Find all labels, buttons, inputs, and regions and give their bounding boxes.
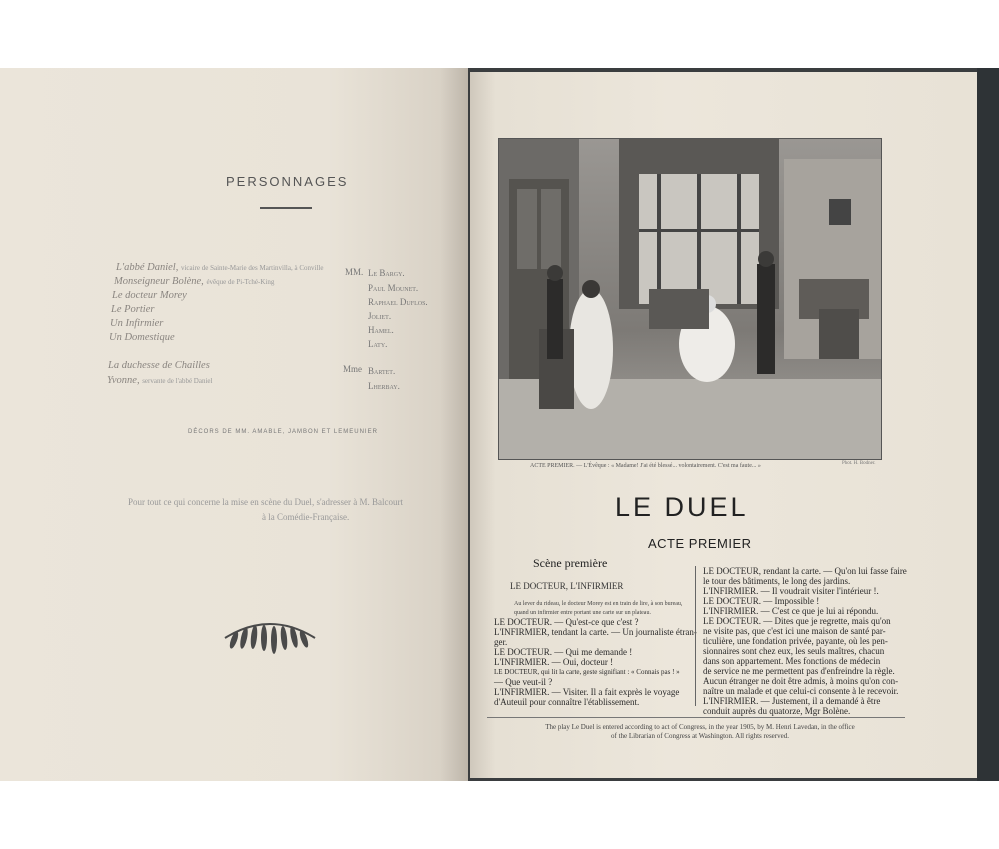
staging-note-line-1: Pour tout ce qui concerne la mise en scène du Duel, s'adresser à M. Balcourt <box>128 497 404 507</box>
cast-role-1: L'abbé Daniel, vicaire de Sainte-Marie des Martinvilla, à Conville <box>116 262 324 273</box>
footer-rule <box>487 717 905 718</box>
cast-role-4: Le Portier <box>111 304 155 315</box>
stage-photograph <box>498 138 882 460</box>
actor-7: Bartet. <box>368 366 396 376</box>
dialogue-line: L'INFIRMIER. — Visiter. Il a fait exprès le voyage <box>494 687 680 697</box>
dialogue-line: — Que veut-il ? <box>494 677 553 687</box>
decors-credit: DÉCORS DE MM. AMABLE, JAMBON ET LEMEUNIER <box>188 429 378 435</box>
ornament-icon <box>220 608 320 668</box>
dialogue-line: L'INFIRMIER. — Il voudrait visiter l'intérieur !. <box>703 586 879 596</box>
actor-4: Joliet. <box>368 311 392 321</box>
dialogue-line: ne visite pas, que c'est ici une maison de santé par- <box>703 626 886 636</box>
dialogue-line: sionnaires sont chez eux, les seuls maîtres, chacun <box>703 646 885 656</box>
dialogue-line: naître un malade et que celui-ci consente à le recevoir. <box>703 686 899 696</box>
scene-persons: LE DOCTEUR, L'INFIRMIER <box>510 581 624 591</box>
play-title: LE DUEL <box>615 492 749 522</box>
dialogue-line: conduit auprès du quatorze, Mgr Bolène. <box>703 706 851 716</box>
actor-3: Raphael Duflos. <box>368 297 428 307</box>
dialogue-line: d'Auteuil pour connaître l'établissement. <box>494 697 640 707</box>
cast-role-5: Un Infirmier <box>110 318 164 329</box>
cast-role-8: Yvonne, servante de l'abbé Daniel <box>107 375 213 386</box>
dialogue-line: L'INFIRMIER. — Justement, il a demandé à être <box>703 696 881 706</box>
mm-label: MM. <box>345 267 364 277</box>
dialogue-line: ger. <box>494 637 508 647</box>
cast-role-7: La duchesse de Chailles <box>108 360 210 371</box>
book-cover-edge <box>977 68 999 781</box>
dialogue-line: ticulière, une fondation privée, payante, où les pen- <box>703 636 888 646</box>
actor-5: Hamel. <box>368 325 394 335</box>
dialogue-line: LE DOCTEUR, rendant la carte. — Qu'on lui fasse faire <box>703 566 907 576</box>
dialogue-line: LE DOCTEUR. — Impossible ! <box>703 596 820 606</box>
dialogue-line: le tour des bâtiments, le long des jardins. <box>703 576 851 586</box>
dialogue-line: LE DOCTEUR. — Qu'est-ce que c'est ? <box>494 617 639 627</box>
dialogue-line: L'INFIRMIER, tendant la carte. — Un journaliste étran- <box>494 627 697 637</box>
dialogue-line: LE DOCTEUR. — Qui me demande ! <box>494 647 633 657</box>
act-title: ACTE PREMIER <box>648 536 752 551</box>
cast-role-6: Un Domestique <box>109 332 175 343</box>
actor-6: Laty. <box>368 339 388 349</box>
staging-note-line-2: à la Comédie-Française. <box>262 512 350 522</box>
dialogue-line: Aucun étranger ne doit être admis, à moins qu'on con- <box>703 676 899 686</box>
scene-title: Scène première <box>533 556 608 570</box>
copyright-line-1: The play Le Duel is entered according to act of Congress, in the year 1905, by M. Henri Lavedan, in the office <box>545 723 855 731</box>
mme-label: Mme <box>343 364 362 374</box>
photo-credit: Phot. H. Bodner. <box>842 461 876 466</box>
column-divider <box>695 566 696 706</box>
actor-1: Le Bargy. <box>368 268 405 278</box>
copyright-line-2: of the Librarian of Congress at Washington. All rights reserved. <box>611 732 789 740</box>
stage-direction-1: Au lever du rideau, le docteur Morey est en train de lire, à son bureau, <box>514 601 683 607</box>
title-rule <box>260 207 312 209</box>
cast-role-2: Monseigneur Bolène, évêque de Pi-Tché-King <box>114 276 275 287</box>
actor-2: Paul Mounet. <box>368 283 419 293</box>
cast-role-3: Le docteur Morey <box>112 290 187 301</box>
actor-8: Lherbay. <box>368 381 400 391</box>
dialogue-line: de service ne me permettent pas d'enfreindre la règle. <box>703 666 895 676</box>
dialogue-line: LE DOCTEUR, qui lit la carte, geste signifiant : « Connais pas ! » <box>494 668 680 676</box>
photo-caption: ACTE PREMIER. — L'Évêque : « Madame! J'ai été blessé... volontairement. C'est ma faute... » <box>530 463 761 469</box>
stage-scene-image <box>499 139 881 459</box>
dialogue-line: LE DOCTEUR. — Dites que je regrette, mais qu'on <box>703 616 891 626</box>
stage-direction-2: quand un infirmier entre portant une carte sur un plateau. <box>514 610 651 616</box>
personnages-title: PERSONNAGES <box>226 174 349 189</box>
dialogue-line: L'INFIRMIER. — C'est ce que je lui ai répondu. <box>703 606 879 616</box>
dialogue-line: L'INFIRMIER. — Oui, docteur ! <box>494 657 614 667</box>
dialogue-line: dans son appartement. Mes fonctions de médecin <box>703 656 881 666</box>
